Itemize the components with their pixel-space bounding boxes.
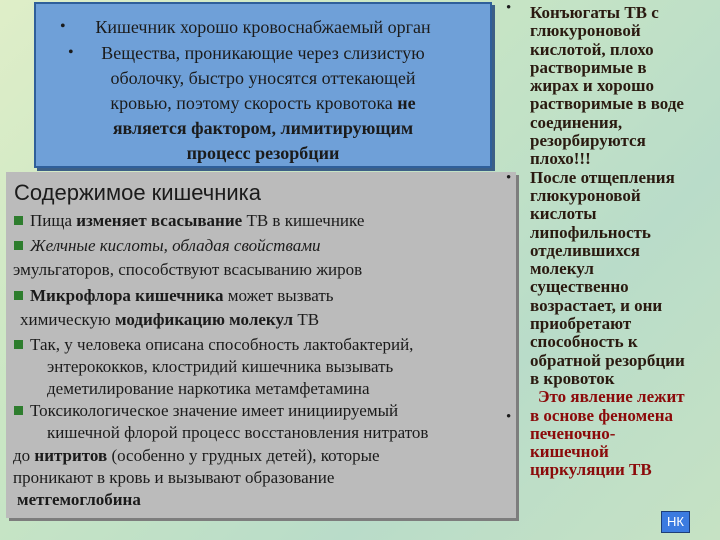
emphasis: изменяет всасывание (76, 211, 243, 230)
right-line: растворимые в (530, 57, 647, 77)
bullet: • (506, 170, 512, 186)
content-line: Желчные кислоты, обладая свойствами (30, 236, 321, 255)
right-line: молекул (530, 259, 594, 279)
right-line-highlight: циркуляции ТВ (530, 460, 652, 480)
bullet: • (506, 409, 512, 425)
summary-line (36, 91, 490, 115)
right-line: кислотой, плохо (530, 39, 654, 59)
text: ТВ в кишечнике (242, 211, 365, 230)
content-line (30, 210, 364, 232)
text: ТВ (293, 310, 320, 329)
summary-text: кровью, поэтому скорость кровотока (110, 93, 393, 113)
content-line: Токсикологическое значение имеет инициируемый (30, 401, 399, 420)
content-line: проникают в кровь и вызывают образование (13, 468, 335, 487)
bullet: • (68, 44, 74, 61)
right-line: После отщепления (530, 167, 675, 187)
text: может вызвать (223, 286, 334, 305)
right-line: кислоты (530, 204, 597, 224)
right-line: в кровоток (530, 368, 615, 388)
summary-line: является фактором, лимитирующим (112, 118, 414, 138)
bullet-square (14, 406, 23, 415)
bullet-square (14, 216, 23, 225)
right-line-highlight: Это явление лежит (538, 387, 685, 407)
emphasis: Микрофлора кишечника (30, 286, 224, 305)
text: (особенно у грудных детей), которые (107, 446, 380, 465)
right-line: плохо!!! (530, 149, 591, 169)
bullet: • (60, 18, 66, 35)
right-line: липофильность (530, 222, 651, 242)
summary-box (34, 2, 492, 168)
right-line: жирах и хорошо (530, 76, 655, 96)
bullet-square (14, 291, 23, 300)
right-line-highlight: печеночно- (530, 423, 616, 443)
summary-line: оболочку, быстро уносятся оттекающей (110, 68, 416, 88)
bullet-square (14, 340, 23, 349)
right-line: Конъюгаты ТВ с (530, 3, 659, 22)
right-line: существенно (530, 277, 629, 297)
summary-emphasis: не (397, 93, 416, 113)
text: химическую (20, 310, 115, 329)
content-line (20, 309, 319, 331)
right-line: отделившихся (530, 240, 640, 260)
right-line: растворимые в воде (530, 94, 684, 114)
content-line (30, 285, 334, 307)
summary-line: процесс резорбции (186, 143, 340, 163)
right-line: резорбируются (530, 131, 646, 151)
bullet: • (506, 0, 512, 16)
content-line: эмульгаторов, способствуют всасыванию жиров (13, 260, 363, 279)
right-line: приобретают (530, 314, 632, 334)
text: до (13, 446, 35, 465)
content-line: метгемоглобина (17, 490, 141, 509)
nk-nav-button[interactable]: НК (661, 511, 690, 533)
text: Пища (30, 211, 77, 230)
summary-line: Вещества, проникающие через слизистую (101, 43, 425, 63)
section-title: Содержимое кишечника (14, 180, 261, 205)
bullet-square (14, 241, 23, 250)
right-line: глюкуроновой (530, 185, 641, 205)
right-line: обратной резорбции (530, 350, 685, 370)
right-line-highlight: в основе феномена (530, 405, 674, 425)
right-column (530, 4, 720, 480)
summary-line: Кишечник хорошо кровоснабжаемый орган (95, 17, 431, 37)
right-line: соединения, (530, 112, 623, 132)
right-line: возрастает, и они (530, 295, 663, 315)
right-line: способность к (530, 332, 638, 352)
emphasis: нитритов (34, 446, 108, 465)
content-line: деметилирование наркотика метамфетамина (47, 379, 370, 398)
emphasis: модификацию молекул (115, 310, 294, 329)
content-line: кишечной флорой процесс восстановления нитратов (47, 423, 429, 442)
content-line: Так, у человека описана способность лактобактерий, (30, 335, 414, 354)
right-line-highlight: кишечной (530, 442, 609, 462)
right-line: глюкуроновой (530, 21, 641, 41)
content-line (13, 445, 380, 467)
content-line: энтерококков, клостридий кишечника вызывать (47, 357, 394, 376)
